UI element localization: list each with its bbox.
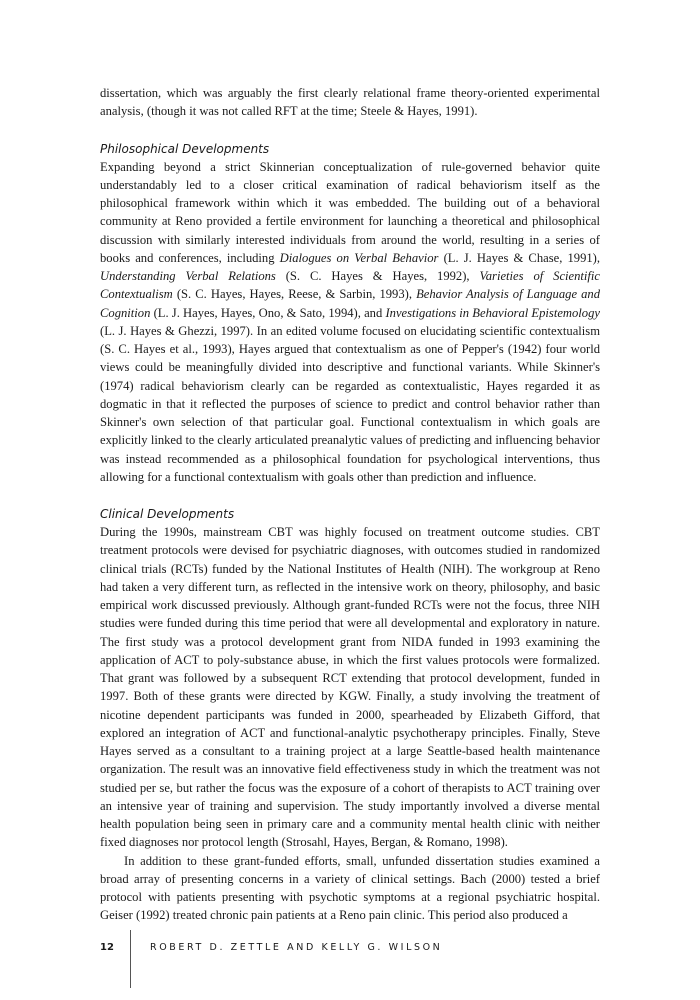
section-heading: Clinical Developments bbox=[100, 507, 235, 521]
text-run: (L. J. Hayes & Chase, 1991), bbox=[438, 250, 601, 265]
paragraph bbox=[100, 852, 600, 925]
text-run: Expanding beyond a strict Skinnerian conceptualization of rule-governed behavior quite understandably led to a closer critical examination of radical behaviorism itself as the philosophical framework within which it was embedded. The building out of a behavioral community at Reno provided a fertile environment for launching a theoretical and philosophical discussion with similarly interested individuals from around the world, resulting in a series of books and conferences, including bbox=[100, 159, 600, 265]
italic-title: Dialogues on Verbal Behavior bbox=[279, 250, 439, 265]
text-run: During the 1990s, mainstream CBT was highly focused on treatment outcome studies. CBT treatment protocols were devised for psychiatric diagnoses, with outcomes studied in randomized clinical trials (RCTs) funded by the National Institutes of Health (NIH). The workgroup at Reno had taken a very different turn, as reflected in the intensive work on theory, philosophy, and basic empirical work discussed previously. Although grant-funded RCTs were not the focus, three NIH studies were funded during this time period that were all developmental and exploratory in nature. The first study was a protocol development grant from NIDA funded in 1993 examining the application of ACT to poly-substance abuse, in which the first values protocols were formalized. That grant was followed by a subsequent RCT extending that protocol development, funded in 1997. Both of these grants were directed by KGW. Finally, a study involving the treatment of nicotine dependent participants was funded in 2000, spearheaded by Elizabeth Gifford, that explored an integration of ACT and functional-analytic psychotherapy principles. Finally, Steve Hayes served as a consultant to a training project at a large Seattle-based health maintenance organization. The result was an innovative field effectiveness study in which the treatment was not studied per se, but rather the focus was the exposure of a cohort of therapists to ACT training over an intensive year of training and supervision. The study importantly involved a diverse mental health population being seen in primary care and a community mental health clinic with neither fixed diagnoses nor protocol length (Strosahl, Hayes, Bergan, & Romano, 1998). bbox=[100, 525, 600, 850]
section-heading: Philosophical Developments bbox=[100, 141, 270, 156]
text-run: (L. J. Hayes & Ghezzi, 1997). In an edited volume focused on elucidating scientific contextualism (S. C. Hayes et al., 1993), Hayes argued that contextualism as one of Pepper's (1942) four world views could be meaningfully divided into descriptive and functional variants. While Skinner's (1974) radical behaviorism clearly can be regarded as contextualistic, Hayes regarded it as dogmatic in that it reflected the purposes of science to predict and control behavior rather than Skinner's own selection of that particular goal. Functional contextualism in which goals are explicitly linked to the clearly articulated preanalytic values of predicting and influencing behavior was instead recommended as a philosophical foundation for psychological interventions, thus allowing for a functional contextualism with goals other than prediction and influence. bbox=[100, 323, 600, 484]
text-run: In addition to these grant-funded efforts, small, unfunded dissertation studies examined a broad array of presenting concerns in a variety of clinical settings. Bach (2000) tested a brief protocol with patients presenting with psychotic symptoms at a regional psychiatric hospital. Geiser (1992) treated chronic pain patients at a Reno pain clinic. This period also produced a bbox=[100, 853, 600, 923]
text-run: dissertation, which was arguably the first clearly relational frame theory-oriented experimental analysis, (though it was not called RFT at the time; Steele & Hayes, 1991). bbox=[100, 86, 600, 119]
italic-title: Understanding Verbal Relations bbox=[100, 269, 276, 283]
text-run: (S. C. Hayes & Hayes, 1992), bbox=[275, 269, 480, 283]
italic-title: Varieties of Scientific Contextualism bbox=[100, 269, 600, 302]
page-number: 12 bbox=[100, 942, 114, 953]
italic-title: Behavior Analysis of Language and Cognition bbox=[100, 287, 600, 320]
paragraph bbox=[100, 84, 600, 121]
paragraph bbox=[100, 523, 600, 852]
text-run: (L. J. Hayes, Hayes, Ono, & Sato, 1994), and bbox=[150, 305, 386, 320]
paragraph bbox=[100, 158, 600, 487]
page-footer bbox=[0, 930, 700, 990]
italic-title: Investigations in Behavioral Epistemology bbox=[385, 305, 600, 320]
text-run: (S. C. Hayes, Hayes, Reese, & Sarbin, 1993), bbox=[172, 287, 417, 302]
footer-divider bbox=[130, 930, 131, 988]
body-text bbox=[100, 84, 600, 925]
running-head: ROBERT D. ZETTLE AND KELLY G. WILSON bbox=[150, 942, 443, 953]
